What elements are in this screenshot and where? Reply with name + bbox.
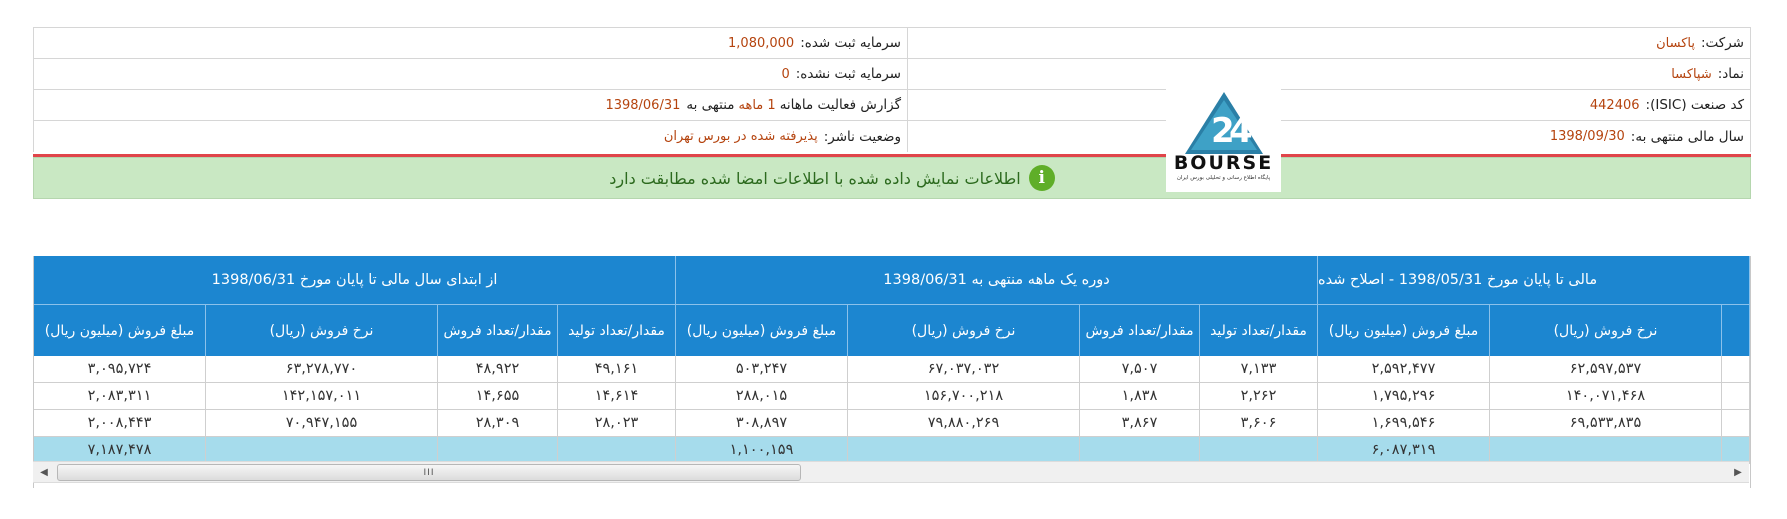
cell-cum-prod: ۴۹,۱۶۱ (558, 356, 676, 383)
cell-corr-rate: ۶۹,۵۳۳,۸۳۵ (1490, 410, 1722, 437)
logo-word: BOURSE (1173, 152, 1274, 174)
company-cell (908, 28, 1750, 58)
total-month-amount: ۱,۱۰۰,۱۵۹ (676, 437, 848, 464)
cell-month-sales: ۳,۸۶۷ (1080, 410, 1200, 437)
total-cell-empty (206, 437, 438, 464)
scroll-left-arrow-icon[interactable]: ◀ (40, 466, 48, 478)
table-row (34, 383, 1750, 410)
cell-month-amount: ۲۸۸,۰۱۵ (676, 383, 848, 410)
cell-corr-truncated (1722, 410, 1750, 437)
report-period: 1 ماهه (738, 97, 776, 113)
report-date: 1398/06/31 (605, 97, 681, 113)
cell-month-amount: ۵۰۳,۲۴۷ (676, 356, 848, 383)
status-label: وضعیت ناشر: (823, 128, 901, 145)
cell-corr-truncated (1722, 383, 1750, 410)
bourse-logo (1166, 78, 1281, 192)
logo-mark-icon (1185, 92, 1263, 154)
fiscal-cell (908, 121, 1750, 152)
col-corr-sales-rate[interactable]: نرخ فروش (ریال) (1490, 304, 1722, 356)
cell-cum-amount: ۳,۰۹۵,۷۲۴ (34, 356, 206, 383)
cell-month-prod: ۲,۲۶۲ (1200, 383, 1318, 410)
report-ending: منتهی به (686, 97, 735, 113)
report-cell (34, 90, 908, 120)
col-month-sales-rate[interactable]: نرخ فروش (ریال) (848, 304, 1080, 356)
group-header-corrected-text: مالی تا پایان مورخ 1398/05/31 - اصلاح شده (1318, 272, 1598, 288)
cell-cum-amount: ۲,۰۰۸,۴۴۳ (34, 410, 206, 437)
scroll-right-arrow-icon[interactable]: ▶ (1734, 466, 1742, 478)
total-cum-amount: ۷,۱۸۷,۴۷۸ (34, 437, 206, 464)
fiscal-value: 1398/09/30 (1549, 129, 1625, 144)
unreg-capital-value: 0 (781, 66, 790, 82)
company-value[interactable]: پاکسان (1656, 35, 1695, 51)
cell-cum-sales: ۴۸,۹۲۲ (438, 356, 558, 383)
cell-cum-rate: ۱۴۲,۱۵۷,۰۱۱ (206, 383, 438, 410)
cell-corr-amount: ۱,۶۹۹,۵۴۶ (1318, 410, 1490, 437)
verification-notice (33, 157, 1751, 199)
col-corr-sales-amount[interactable]: مبلغ فروش (میلیون ریال) (1318, 304, 1490, 356)
table-total-row (34, 437, 1750, 464)
col-cum-prod-qty[interactable]: مقدار/تعداد تولید (558, 304, 676, 356)
unreg-capital-cell (34, 59, 908, 89)
fiscal-label: سال مالی منتهی به: (1630, 128, 1744, 145)
group-header-cumulative: از ابتدای سال مالی تا پایان مورخ 1398/06/31 (34, 256, 676, 304)
col-cum-sales-amount[interactable]: مبلغ فروش (میلیون ریال) (34, 304, 206, 356)
cell-corr-amount: ۲,۵۹۲,۴۷۷ (1318, 356, 1490, 383)
cell-cum-rate: ۶۳,۲۷۸,۷۷۰ (206, 356, 438, 383)
cell-corr-truncated (1722, 356, 1750, 383)
table-row (34, 410, 1750, 437)
cell-cum-sales: ۱۴,۶۵۵ (438, 383, 558, 410)
table-group-header (34, 256, 1750, 304)
col-month-sales-amount[interactable]: مبلغ فروش (میلیون ریال) (676, 304, 848, 356)
isic-cell (908, 90, 1750, 120)
total-cell-empty (1722, 437, 1750, 464)
capital-cell (34, 28, 908, 58)
total-cell-empty (558, 437, 676, 464)
total-cell-empty (1490, 437, 1722, 464)
cell-month-amount: ۳۰۸,۸۹۷ (676, 410, 848, 437)
total-cell-empty (1200, 437, 1318, 464)
info-row-isic (34, 90, 1750, 121)
group-header-one-month: دوره یک ماهه منتهی به 1398/06/31 (676, 256, 1318, 304)
col-corr-truncated (1722, 304, 1750, 356)
symbol-label: نماد: (1717, 66, 1744, 82)
scrollbar-thumb[interactable] (57, 464, 801, 481)
monthly-activity-table (33, 256, 1751, 488)
unreg-capital-label: سرمایه ثبت نشده: (795, 66, 901, 82)
info-icon: i (1029, 165, 1055, 191)
notice-content (609, 165, 1054, 191)
svg-text:4: 4 (1228, 111, 1253, 151)
status-value: پذیرفته شده در بورس تهران (663, 129, 818, 144)
col-cum-sales-rate[interactable]: نرخ فروش (ریال) (206, 304, 438, 356)
group-header-corrected (1318, 256, 1750, 304)
horizontal-scrollbar[interactable] (33, 461, 1749, 483)
capital-label: سرمایه ثبت شده: (800, 35, 901, 51)
table-row (34, 356, 1750, 383)
cell-month-sales: ۱,۸۳۸ (1080, 383, 1200, 410)
cell-cum-prod: ۱۴,۶۱۴ (558, 383, 676, 410)
report-label: گزارش فعالیت ماهانه (779, 97, 901, 113)
cell-corr-rate: ۶۲,۵۹۷,۵۳۷ (1490, 356, 1722, 383)
cell-cum-sales: ۲۸,۳۰۹ (438, 410, 558, 437)
info-row-symbol (34, 59, 1750, 90)
total-cell-empty (848, 437, 1080, 464)
svg-text:2: 2 (1210, 111, 1235, 151)
logo-subtitle: پایگاه اطلاع رسانی و تحلیلی بورس ایران (1176, 175, 1271, 181)
cell-month-sales: ۷,۵۰۷ (1080, 356, 1200, 383)
isic-value: 442406 (1589, 97, 1640, 113)
col-month-sales-qty[interactable]: مقدار/تعداد فروش (1080, 304, 1200, 356)
info-row-fiscal (34, 121, 1750, 152)
cell-cum-rate: ۷۰,۹۴۷,۱۵۵ (206, 410, 438, 437)
info-row-company (34, 28, 1750, 59)
company-info-panel (33, 27, 1751, 152)
capital-value: 1,080,000 (728, 35, 795, 51)
table-column-header (34, 304, 1750, 356)
cell-cum-amount: ۲,۰۸۳,۳۱۱ (34, 383, 206, 410)
total-cell-empty (1080, 437, 1200, 464)
isic-label: کد صنعت (ISIC): (1645, 97, 1744, 113)
cell-corr-rate: ۱۴۰,۰۷۱,۴۶۸ (1490, 383, 1722, 410)
cell-month-prod: ۷,۱۳۳ (1200, 356, 1318, 383)
cell-month-rate: ۶۷,۰۳۷,۰۳۲ (848, 356, 1080, 383)
company-label: شرکت: (1701, 35, 1744, 51)
total-cell-empty (438, 437, 558, 464)
cell-month-rate: ۷۹,۸۸۰,۲۶۹ (848, 410, 1080, 437)
col-cum-sales-qty[interactable]: مقدار/تعداد فروش (438, 304, 558, 356)
cell-cum-prod: ۲۸,۰۲۳ (558, 410, 676, 437)
cell-corr-amount: ۱,۷۹۵,۲۹۶ (1318, 383, 1490, 410)
symbol-cell (908, 59, 1750, 89)
symbol-value[interactable]: شپاکسا (1671, 66, 1712, 82)
cell-month-rate: ۱۵۶,۷۰۰,۲۱۸ (848, 383, 1080, 410)
status-cell (34, 121, 908, 152)
cell-month-prod: ۳,۶۰۶ (1200, 410, 1318, 437)
notice-text: اطلاعات نمایش داده شده با اطلاعات امضا شده مطابقت دارد (609, 168, 1021, 188)
scrollbar-grip-icon: III (423, 467, 435, 478)
col-month-prod-qty[interactable]: مقدار/تعداد تولید (1200, 304, 1318, 356)
total-corr-amount: ۶,۰۸۷,۳۱۹ (1318, 437, 1490, 464)
